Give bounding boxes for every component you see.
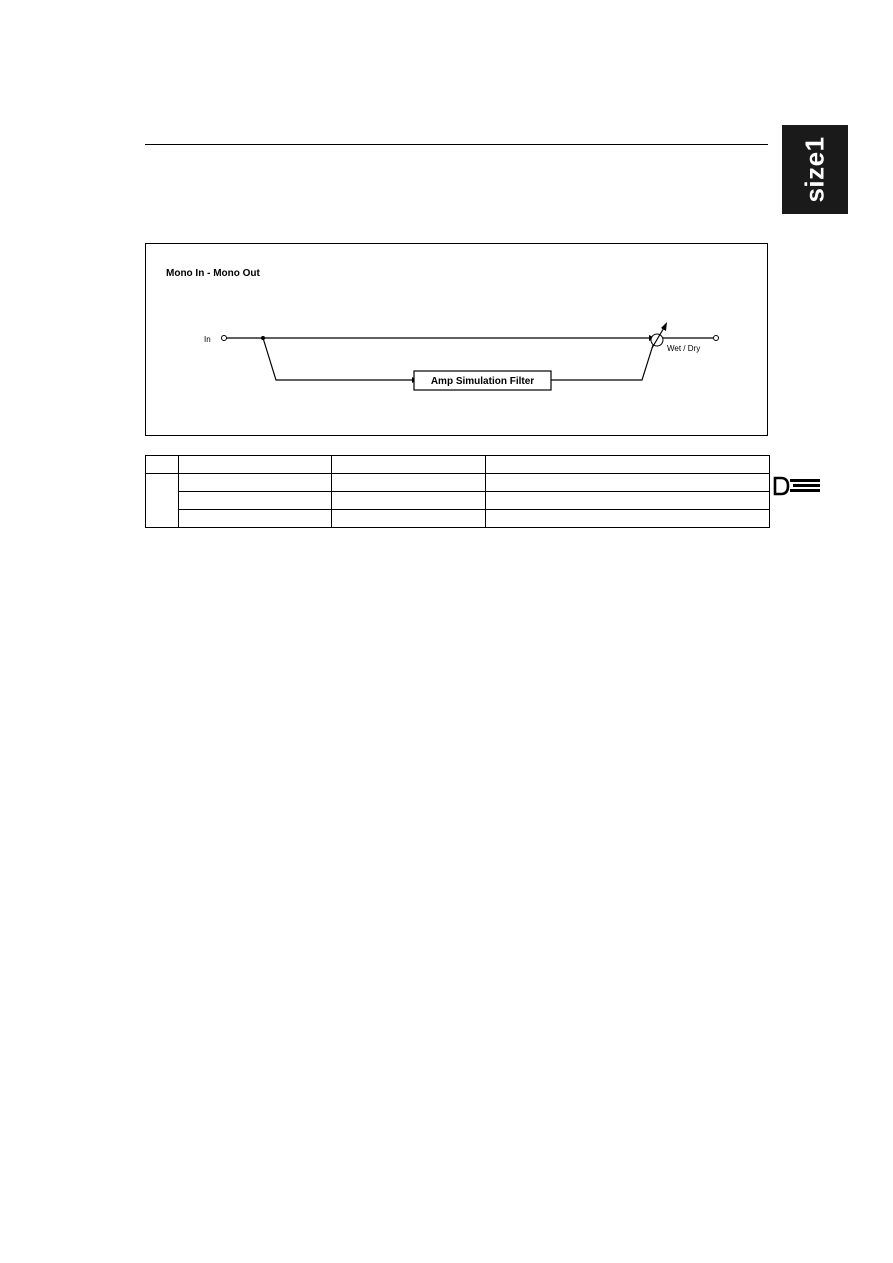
diagram-title: Mono In - Mono Out — [166, 268, 260, 279]
wet-path-line-out — [551, 345, 653, 380]
input-terminal — [222, 336, 227, 341]
section-tab — [782, 125, 848, 214]
parameter-table — [145, 455, 770, 528]
d-mod-icon — [773, 476, 823, 496]
table-cell — [486, 510, 770, 528]
signal-flow-svg — [146, 244, 769, 437]
table-cell — [179, 474, 332, 492]
table-cell — [486, 456, 770, 474]
output-terminal — [714, 336, 719, 341]
table-cell — [179, 510, 332, 528]
table-header-row — [146, 456, 770, 474]
table-cell — [179, 492, 332, 510]
table-cell — [146, 456, 179, 474]
table-row — [146, 492, 770, 510]
table-cell — [179, 456, 332, 474]
amp-simulation-filter-label: Amp Simulation Filter — [430, 376, 535, 387]
table-cell — [332, 474, 486, 492]
input-label: In — [204, 335, 211, 344]
table-cell — [332, 492, 486, 510]
table-cell — [486, 474, 770, 492]
table-row — [146, 474, 770, 492]
table-cell — [332, 456, 486, 474]
wet-dry-label: Wet / Dry — [667, 344, 701, 353]
table-group-cell — [146, 474, 179, 528]
table-cell — [486, 492, 770, 510]
table-row — [146, 510, 770, 528]
table-cell — [332, 510, 486, 528]
wet-dry-arrowhead — [661, 322, 667, 331]
signal-flow-diagram — [145, 243, 768, 436]
wet-path-line-in — [263, 338, 412, 380]
section-tab-label: size1 — [799, 136, 830, 203]
header-rule — [145, 144, 768, 145]
